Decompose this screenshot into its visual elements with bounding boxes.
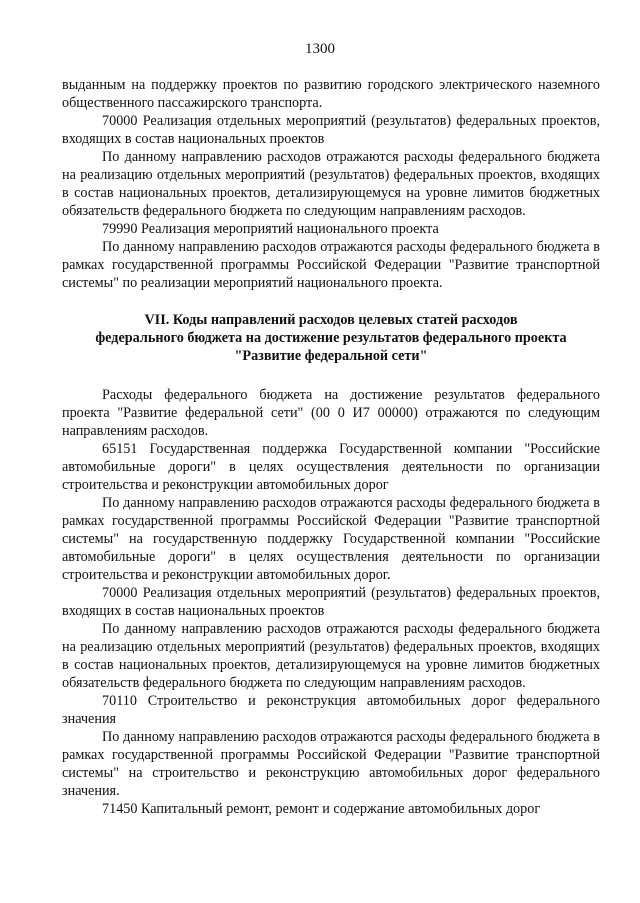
paragraph: выданным на поддержку проектов по развитию городского электрического наземного общественного пассажирского транспорта. <box>62 77 600 111</box>
paragraph: 71450 Капитальный ремонт, ремонт и содержание автомобильных дорог <box>102 801 541 817</box>
paragraph: 65151 Государственная поддержка Государственной компании "Российские автомобильные дороги" в целях осуществления деятельности по организации строительства и реконструкции автомобильных дорог <box>62 441 600 493</box>
paragraph: По данному направлению расходов отражаются расходы федерального бюджета в рамках государственной программы Российской Федерации "Развитие транспортной системы" на строительство и реконструкцию автомобильных дорог федерального значения. <box>62 729 600 799</box>
paragraph: По данному направлению расходов отражаются расходы федерального бюджета на реализацию отдельных мероприятий (результатов) федеральных проектов, входящих в состав национальных проектов, детализирующемуся на уровне лимитов бюджетных обязательств федерального бюджета по следующим направлениям расходов. <box>62 621 600 691</box>
section-heading-line: "Развитие федеральной сети" <box>234 348 428 364</box>
section-heading-line: VII. Коды направлений расходов целевых статей расходов <box>144 312 518 328</box>
page-number: 1300 <box>305 41 335 57</box>
document-body <box>62 76 600 818</box>
paragraph: По данному направлению расходов отражаются расходы федерального бюджета в рамках государственной программы Российской Федерации "Развитие транспортной системы" по реализации мероприятий национального проекта. <box>62 239 600 291</box>
paragraph: 70000 Реализация отдельных мероприятий (результатов) федеральных проектов, входящих в состав национальных проектов <box>62 585 600 619</box>
paragraphs-after <box>62 386 600 818</box>
section-heading <box>62 311 600 365</box>
paragraph: 70000 Реализация отдельных мероприятий (результатов) федеральных проектов, входящих в состав национальных проектов <box>62 113 600 147</box>
paragraph: 70110 Строительство и реконструкция автомобильных дорог федерального значения <box>62 693 600 727</box>
section-heading-line: федерального бюджета на достижение результатов федерального проекта <box>95 330 567 346</box>
paragraphs-before <box>62 76 600 292</box>
paragraph: По данному направлению расходов отражаются расходы федерального бюджета на реализацию отдельных мероприятий (результатов) федеральных проектов, входящих в состав национальных проектов, детализирующемуся на уровне лимитов бюджетных обязательств федерального бюджета по следующим направлениям расходов. <box>62 149 600 219</box>
paragraph: 79990 Реализация мероприятий национального проекта <box>102 221 439 237</box>
paragraph: Расходы федерального бюджета на достижение результатов федерального проекта "Развитие федеральной сети" (00 0 И7 00000) отражаются по следующим направлениям расходов. <box>62 387 600 439</box>
paragraph: По данному направлению расходов отражаются расходы федерального бюджета в рамках государственной программы Российской Федерации "Развитие транспортной системы" на государственную поддержку Государственной компании "Российские автомобильные дороги" в целях осуществления деятельности по организации строительства и реконструкции автомобильных дорог. <box>62 495 600 583</box>
